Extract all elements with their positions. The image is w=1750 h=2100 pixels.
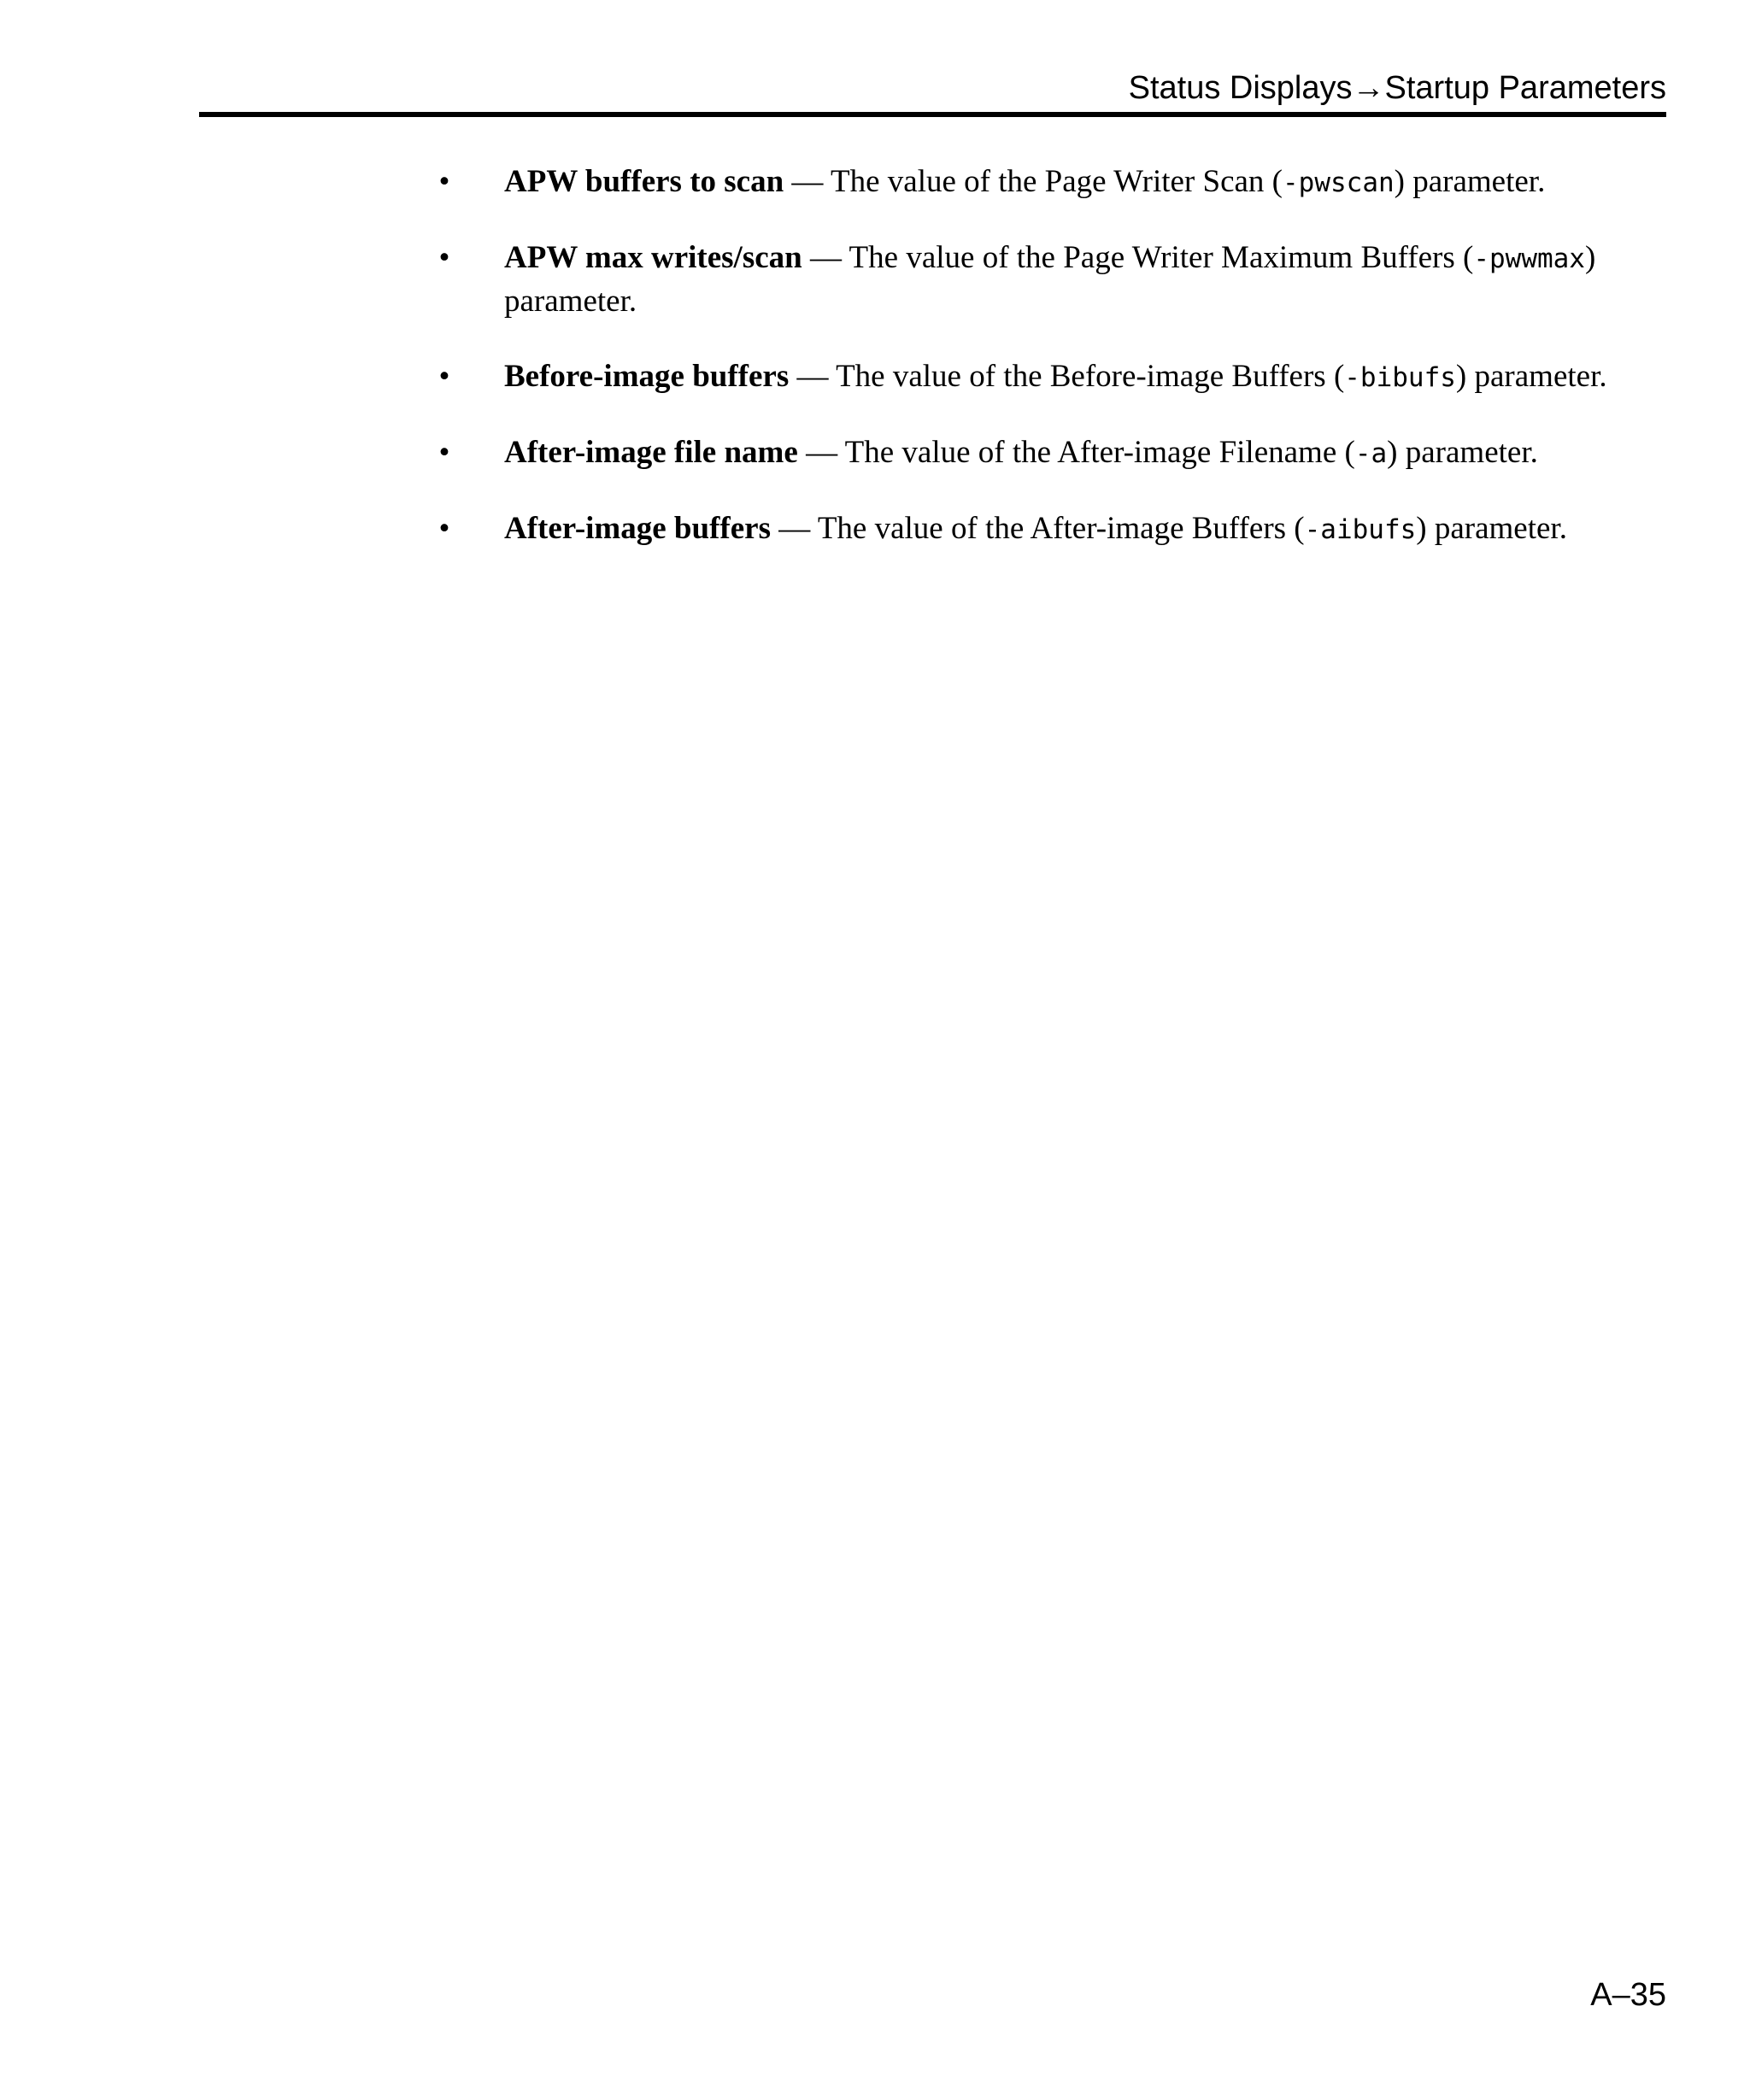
item-term: After-image file name bbox=[504, 435, 798, 470]
bullet-icon: • bbox=[438, 240, 450, 275]
item-description: — The value of the After-image Filename ( bbox=[797, 435, 1355, 470]
item-term: Before-image buffers bbox=[504, 359, 790, 394]
item-description: — The value of the Page Writer Scan ( bbox=[784, 164, 1283, 199]
item-term: APW buffers to scan bbox=[504, 164, 784, 199]
header-arrow: → bbox=[1352, 70, 1385, 106]
item-description-end: ) parameter. bbox=[504, 240, 1596, 319]
item-description: — The value of the Page Writer Maximum Buffers ( bbox=[802, 240, 1474, 275]
parameter-list bbox=[432, 161, 1679, 584]
item-term: APW max writes/scan bbox=[504, 240, 802, 275]
bullet-icon: • bbox=[438, 511, 450, 546]
header-section: Status Displays bbox=[1128, 70, 1353, 106]
item-description: — The value of the Before-image Buffers ( bbox=[789, 359, 1345, 394]
header-rule bbox=[199, 112, 1666, 117]
running-header bbox=[1129, 68, 1666, 108]
bullet-icon: • bbox=[438, 164, 450, 199]
list-item bbox=[432, 355, 1679, 399]
list-item bbox=[432, 431, 1679, 475]
page-number: A–35 bbox=[1590, 1977, 1666, 2013]
header-subsection: Startup Parameters bbox=[1384, 70, 1666, 106]
item-description-end: ) parameter. bbox=[1416, 511, 1567, 546]
list-item bbox=[432, 161, 1679, 204]
item-description-end: ) parameter. bbox=[1455, 359, 1607, 394]
item-code: -a bbox=[1354, 438, 1388, 469]
list-item bbox=[432, 237, 1679, 323]
item-code: -aibufs bbox=[1304, 514, 1417, 545]
item-code: -bibufs bbox=[1344, 362, 1456, 393]
item-code: -pwwmax bbox=[1473, 243, 1585, 274]
item-description-end: ) parameter. bbox=[1387, 435, 1538, 470]
list-item bbox=[432, 507, 1679, 551]
item-term: After-image buffers bbox=[504, 511, 771, 546]
bullet-icon: • bbox=[438, 359, 450, 394]
item-description-end: ) parameter. bbox=[1394, 164, 1546, 199]
item-code: -pwscan bbox=[1283, 167, 1395, 198]
item-description: — The value of the After-image Buffers ( bbox=[770, 511, 1305, 546]
bullet-icon: • bbox=[438, 435, 450, 470]
